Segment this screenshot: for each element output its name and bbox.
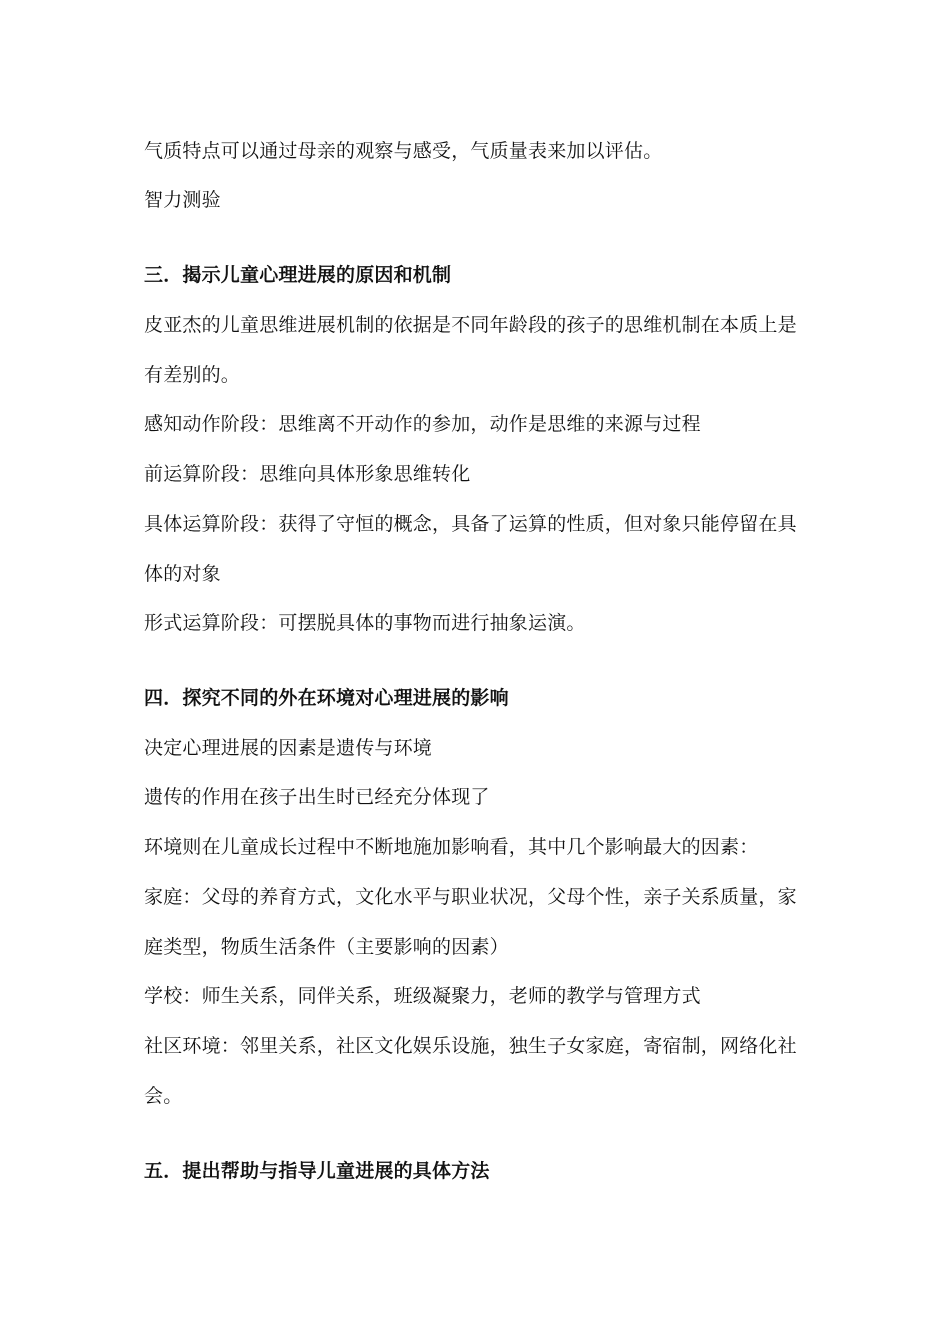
paragraph-line: 有差别的。: [144, 364, 241, 386]
paragraph-line: 感知动作阶段：思维离不开动作的参加，动作是思维的来源与过程: [144, 413, 701, 435]
paragraph-line: 庭类型，物质生活条件（主要影响的因素）: [144, 936, 509, 958]
paragraph-line: 学校：师生关系，同伴关系，班级凝聚力，老师的教学与管理方式: [144, 985, 701, 1007]
paragraph-line: 体的对象: [144, 563, 221, 585]
paragraph-line: 前运算阶段：思维向具体形象思维转化: [144, 463, 471, 485]
paragraph-line: 遗传的作用在孩子出生时已经充分体现了: [144, 786, 490, 808]
paragraph-line: 会。: [144, 1085, 183, 1107]
paragraph-line: 环境则在儿童成长过程中不断地施加影响看，其中几个影响最大的因素：: [144, 836, 759, 858]
paragraph-line: 决定心理进展的因素是遗传与环境: [144, 737, 433, 759]
paragraph-line: 家庭：父母的养育方式，文化水平与职业状况，父母个性，亲子关系质量，家: [144, 886, 797, 908]
paragraph-line: 皮亚杰的儿童思维进展机制的依据是不同年龄段的孩子的思维机制在本质上是: [144, 314, 797, 336]
section-heading-3: 三．揭示儿童心理进展的原因和机制: [144, 264, 452, 286]
section-heading-5: 五．提出帮助与指导儿童进展的具体方法: [144, 1160, 490, 1182]
section-heading-4: 四．探究不同的外在环境对心理进展的影响: [144, 687, 509, 709]
paragraph-line: 社区环境：邻里关系，社区文化娱乐设施，独生子女家庭，寄宿制，网络化社: [144, 1035, 797, 1057]
paragraph-line: 智力测验: [144, 189, 221, 211]
paragraph-line: 具体运算阶段：获得了守恒的概念，具备了运算的性质，但对象只能停留在具: [144, 513, 797, 535]
paragraph-line: 气质特点可以通过母亲的观察与感受，气质量表来加以评估。: [144, 140, 663, 162]
paragraph-line: 形式运算阶段：可摆脱具体的事物而进行抽象运演。: [144, 612, 586, 634]
